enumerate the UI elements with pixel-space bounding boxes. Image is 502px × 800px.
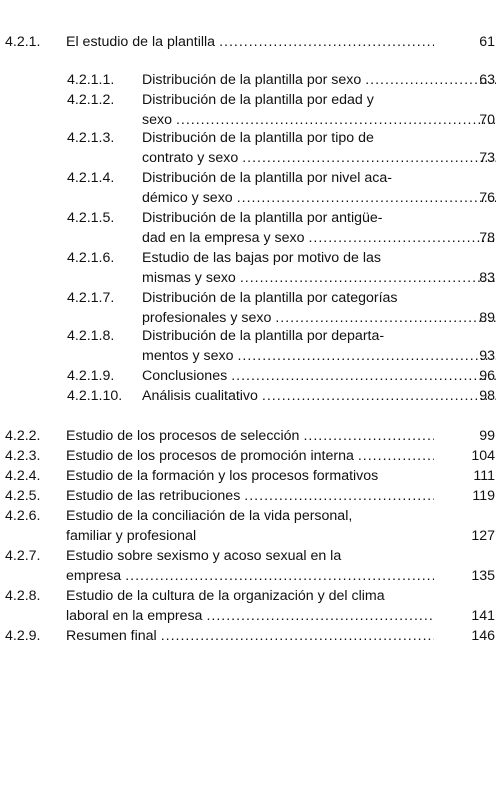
toc-title-line: Resumen final bbox=[66, 628, 157, 644]
toc-title-line: mentos y sexo bbox=[142, 348, 234, 364]
toc-title bbox=[142, 366, 496, 386]
leader-dots bbox=[176, 110, 496, 130]
toc-title-line: El estudio de la plantilla bbox=[66, 34, 216, 50]
toc-title-line: Distribución de la plantilla por antigüe- bbox=[142, 210, 383, 226]
toc-number: 4.2.1.5. bbox=[67, 210, 115, 226]
toc-number: 4.2.1.2. bbox=[67, 92, 115, 108]
toc-title bbox=[142, 128, 496, 168]
toc-number: 4.2.8. bbox=[5, 588, 41, 604]
toc-page-number: 73 bbox=[479, 150, 495, 166]
toc-title-line: Estudio de los procesos de selección bbox=[66, 428, 300, 444]
toc-title-line: Distribución de la plantilla por departa- bbox=[142, 328, 385, 344]
leader-dots bbox=[231, 366, 496, 386]
toc-page-number: 93 bbox=[479, 348, 495, 364]
toc-page-number: 141 bbox=[471, 608, 495, 624]
toc-title-line: Conclusiones bbox=[142, 368, 228, 384]
toc-title-line: laboral en la empresa bbox=[66, 608, 203, 624]
toc-page-number: 63 bbox=[479, 72, 495, 88]
leader-dots bbox=[303, 426, 434, 446]
toc-page-number: 111 bbox=[473, 468, 495, 484]
toc-number: 4.2.1.4. bbox=[67, 170, 115, 186]
toc-title bbox=[142, 168, 496, 208]
toc-number: 4.2.1.8. bbox=[67, 328, 115, 344]
toc-number: 4.2.1.6. bbox=[67, 250, 115, 266]
toc-title-line: empresa bbox=[66, 568, 122, 584]
toc-title-line: Estudio de las retribuciones bbox=[66, 488, 241, 504]
toc-page-number: 61 bbox=[479, 34, 495, 50]
toc-page-number: 119 bbox=[472, 488, 495, 504]
toc-page-number: 83 bbox=[479, 270, 495, 286]
leader-dots bbox=[206, 606, 434, 626]
toc-page-number: 104 bbox=[471, 448, 495, 464]
toc-number: 4.2.1.3. bbox=[67, 130, 115, 146]
toc-title bbox=[142, 90, 496, 130]
toc-number: 4.2.5. bbox=[5, 488, 41, 504]
toc-title-line: contrato y sexo bbox=[142, 150, 239, 166]
toc-number: 4.2.1.10. bbox=[67, 388, 123, 404]
toc-title bbox=[66, 426, 434, 446]
toc-title-line: Estudio de los procesos de promoción interna bbox=[66, 448, 354, 464]
toc-title bbox=[142, 248, 496, 288]
toc-number: 4.2.1.1. bbox=[67, 72, 115, 88]
toc-title bbox=[66, 546, 434, 586]
leader-dots bbox=[125, 566, 434, 586]
toc-title bbox=[66, 466, 434, 486]
toc-title-line: Distribución de la plantilla por tipo de bbox=[142, 130, 374, 146]
toc-page-number: 135 bbox=[471, 568, 495, 584]
toc-number: 4.2.6. bbox=[5, 508, 41, 524]
toc-title bbox=[142, 288, 496, 328]
toc-number: 4.2.7. bbox=[5, 548, 41, 564]
toc-title-line: mismas y sexo bbox=[142, 270, 236, 286]
toc-title bbox=[142, 208, 496, 248]
toc-number: 4.2.2. bbox=[5, 428, 41, 444]
toc-title-line: Estudio de la conciliación de la vida personal, bbox=[66, 508, 353, 524]
toc-title-line: familiar y profesional bbox=[66, 528, 197, 544]
toc-title bbox=[66, 446, 434, 466]
toc-number: 4.2.1.9. bbox=[67, 368, 115, 384]
toc-title bbox=[142, 70, 496, 90]
toc-page-number: 70 bbox=[479, 112, 495, 128]
toc-number: 4.2.9. bbox=[5, 628, 41, 644]
leader-dots bbox=[262, 386, 496, 406]
toc-page-number: 146 bbox=[471, 628, 495, 644]
toc-page-number: 99 bbox=[479, 428, 495, 444]
toc-page-number: 127 bbox=[471, 528, 495, 544]
toc-title bbox=[66, 506, 434, 546]
toc-title bbox=[66, 626, 434, 646]
leader-dots bbox=[275, 308, 496, 328]
leader-dots bbox=[237, 188, 496, 208]
toc-title-line: Distribución de la plantilla por edad y bbox=[142, 92, 374, 108]
toc-title-line: Distribución de la plantilla por sexo bbox=[142, 72, 362, 88]
leader-dots bbox=[161, 626, 434, 646]
leader-dots bbox=[358, 446, 434, 466]
toc-title-line: Estudio sobre sexismo y acoso sexual en la bbox=[66, 548, 342, 564]
toc-title-line: profesionales y sexo bbox=[142, 310, 272, 326]
leader-dots bbox=[308, 228, 496, 248]
toc-title-line: dad en la empresa y sexo bbox=[142, 230, 305, 246]
leader-dots bbox=[365, 70, 496, 90]
toc-number: 4.2.3. bbox=[5, 448, 41, 464]
toc-title bbox=[66, 32, 434, 52]
toc-number: 4.2.4. bbox=[5, 468, 41, 484]
toc-title-line: Distribución de la plantilla por nivel aca- bbox=[142, 170, 392, 186]
toc-page-number: 78 bbox=[479, 230, 495, 246]
leader-dots bbox=[242, 148, 496, 168]
leader-dots bbox=[219, 32, 434, 52]
toc-title-line: démico y sexo bbox=[142, 190, 233, 206]
leader-dots bbox=[240, 268, 496, 288]
toc-number: 4.2.1. bbox=[5, 34, 41, 50]
toc-page-number: 98 bbox=[479, 388, 495, 404]
leader-dots bbox=[237, 346, 496, 366]
leader-dots bbox=[244, 486, 434, 506]
toc-title-line: sexo bbox=[142, 112, 172, 128]
toc-title bbox=[66, 586, 434, 626]
toc-entry-4-2-1 bbox=[5, 32, 495, 52]
toc-title-line: Estudio de la formación y los procesos formativos bbox=[66, 468, 379, 484]
toc-number: 4.2.1.7. bbox=[67, 290, 115, 306]
toc-title-line: Distribución de la plantilla por categorías bbox=[142, 290, 398, 306]
toc-title bbox=[142, 386, 496, 406]
toc-page-number: 76 bbox=[479, 190, 495, 206]
toc-title-line: Estudio de la cultura de la organización y del clima bbox=[66, 588, 385, 604]
toc-title-line: Estudio de las bajas por motivo de las bbox=[142, 250, 381, 266]
toc-page-number: 89 bbox=[479, 310, 495, 326]
toc-title-line: Análisis cualitativo bbox=[142, 388, 258, 404]
toc-title bbox=[142, 326, 496, 366]
toc-page-number: 96 bbox=[479, 368, 495, 384]
toc-title bbox=[66, 486, 434, 506]
